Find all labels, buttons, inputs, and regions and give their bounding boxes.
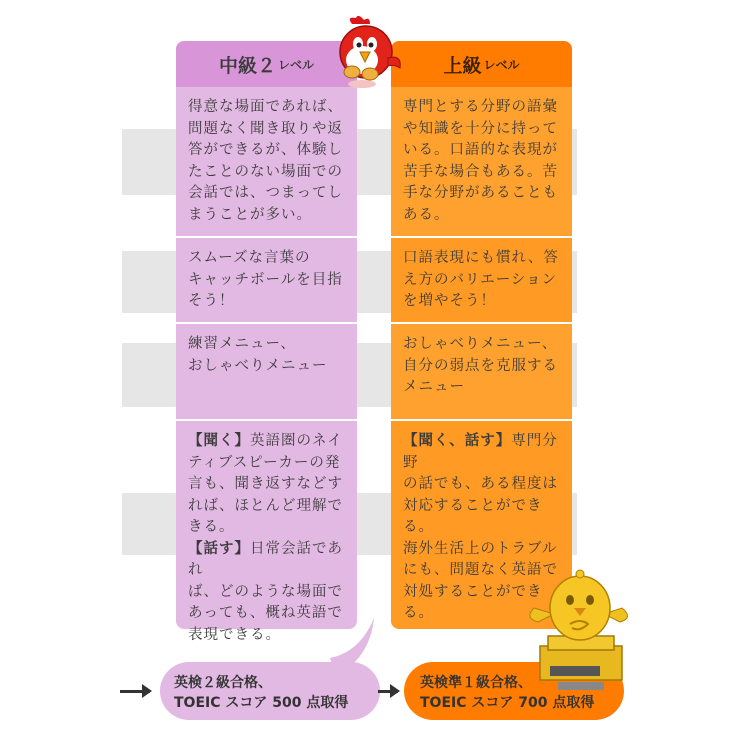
up-desc-line: ある。 — [403, 206, 450, 223]
mid-goal-line-2: TOEIC スコア 500 点取得 — [174, 695, 349, 711]
mid-desc-line: 会話では、つまってし — [188, 185, 343, 201]
mid-desc-line: 問題なく聞き取りや返 — [188, 120, 343, 137]
up-level-title: 上級 — [443, 54, 482, 77]
mid-skill-line: 言も、聞き返すなどす — [188, 476, 343, 492]
up-desc-line: 専門とする分野の語彙 — [403, 99, 558, 115]
up-goal-line: え方のバリエーション — [403, 271, 558, 288]
up-menu-line: おしゃべりメニュー、 — [403, 336, 558, 352]
mid-goal-line: キャッチボールを目指 — [188, 271, 343, 288]
mid-menu-line: 練習メニュー、 — [188, 336, 296, 352]
listen-speak-tag: 【聞く、話す】 — [403, 433, 512, 449]
mid-skill-line: 表現できる。 — [188, 626, 281, 643]
listen-tag: 【聞く】 — [188, 433, 250, 449]
up-goal-line-1: 英検準１級合格、 — [420, 675, 532, 691]
mid-goal-line-1: 英検２級合格、 — [174, 675, 272, 691]
mid-menu-line: おしゃべりメニュー — [188, 357, 328, 374]
mid-skill-line: れば、ほとんど理解で — [188, 497, 343, 514]
mid-skill-line: 日常会話であれ — [188, 540, 343, 578]
arrow-right-icon — [120, 690, 150, 693]
up-menu-line: 自分の弱点を克服する — [403, 357, 558, 374]
gold-trophy-icon — [524, 566, 636, 690]
up-menu-line: メニュー — [403, 379, 465, 395]
up-desc-line: や知識を十分に持って — [403, 120, 558, 137]
speak-tag: 【話す】 — [188, 540, 250, 557]
mid-skills — [176, 421, 357, 643]
mid-goal-line: スムーズな言葉の — [188, 250, 311, 266]
mid-skill-line: あっても、概ね英語で — [188, 605, 343, 621]
mid-skill-line: ば、どのような場面で — [188, 583, 343, 600]
up-skill-line: にも、問題なく英語で — [403, 562, 558, 578]
mid-menu — [176, 324, 357, 419]
up-desc-line: 手な分野があることも — [403, 185, 558, 201]
up-desc-line: 苦手な場合もある。苦 — [403, 163, 558, 180]
up-level-header — [391, 41, 572, 87]
mid-desc-line: たことのない場面での — [188, 163, 343, 180]
red-bird-icon — [326, 14, 406, 90]
mid-desc-line: 答ができるが、体験し — [188, 142, 343, 158]
up-goal-line: 口語表現にも慣れ、答 — [403, 250, 559, 266]
mid-skill-line: ティブスピーカーの発 — [188, 454, 341, 471]
up-skill-line: の話でも、ある程度は — [403, 476, 558, 492]
mid-goal-text — [174, 673, 348, 713]
up-goal-line-2: TOEIC スコア 700 点取得 — [420, 695, 595, 711]
mid-skill-line: 英語圏のネイ — [250, 433, 343, 449]
mid-skill-line: きる。 — [188, 519, 235, 535]
up-skill-line: 専門分野 — [403, 433, 558, 471]
arrow-right-icon — [378, 690, 398, 693]
mid-goal — [176, 238, 357, 322]
mid-level-title: 中級２ — [218, 54, 276, 77]
up-goal — [391, 238, 572, 322]
up-menu — [391, 324, 572, 419]
mid-desc-line: 得意な場面であれば、 — [188, 99, 343, 115]
up-skill-line: 対応することができる。 — [403, 497, 543, 535]
up-description — [391, 87, 572, 236]
mid-level-suffix: レベル — [278, 57, 315, 72]
up-level-suffix: レベル — [483, 57, 520, 72]
up-desc-line: いる。口語的な表現が — [403, 142, 558, 158]
mid-goal-line: そう！ — [188, 293, 235, 309]
mid-description — [176, 87, 357, 236]
up-goal-line: を増やそう！ — [403, 293, 496, 309]
mid-desc-line: まうことが多い。 — [188, 206, 312, 223]
up-skill-line: 海外生活上のトラブル — [403, 540, 558, 557]
up-skill-line: 対処することができる。 — [403, 583, 543, 621]
